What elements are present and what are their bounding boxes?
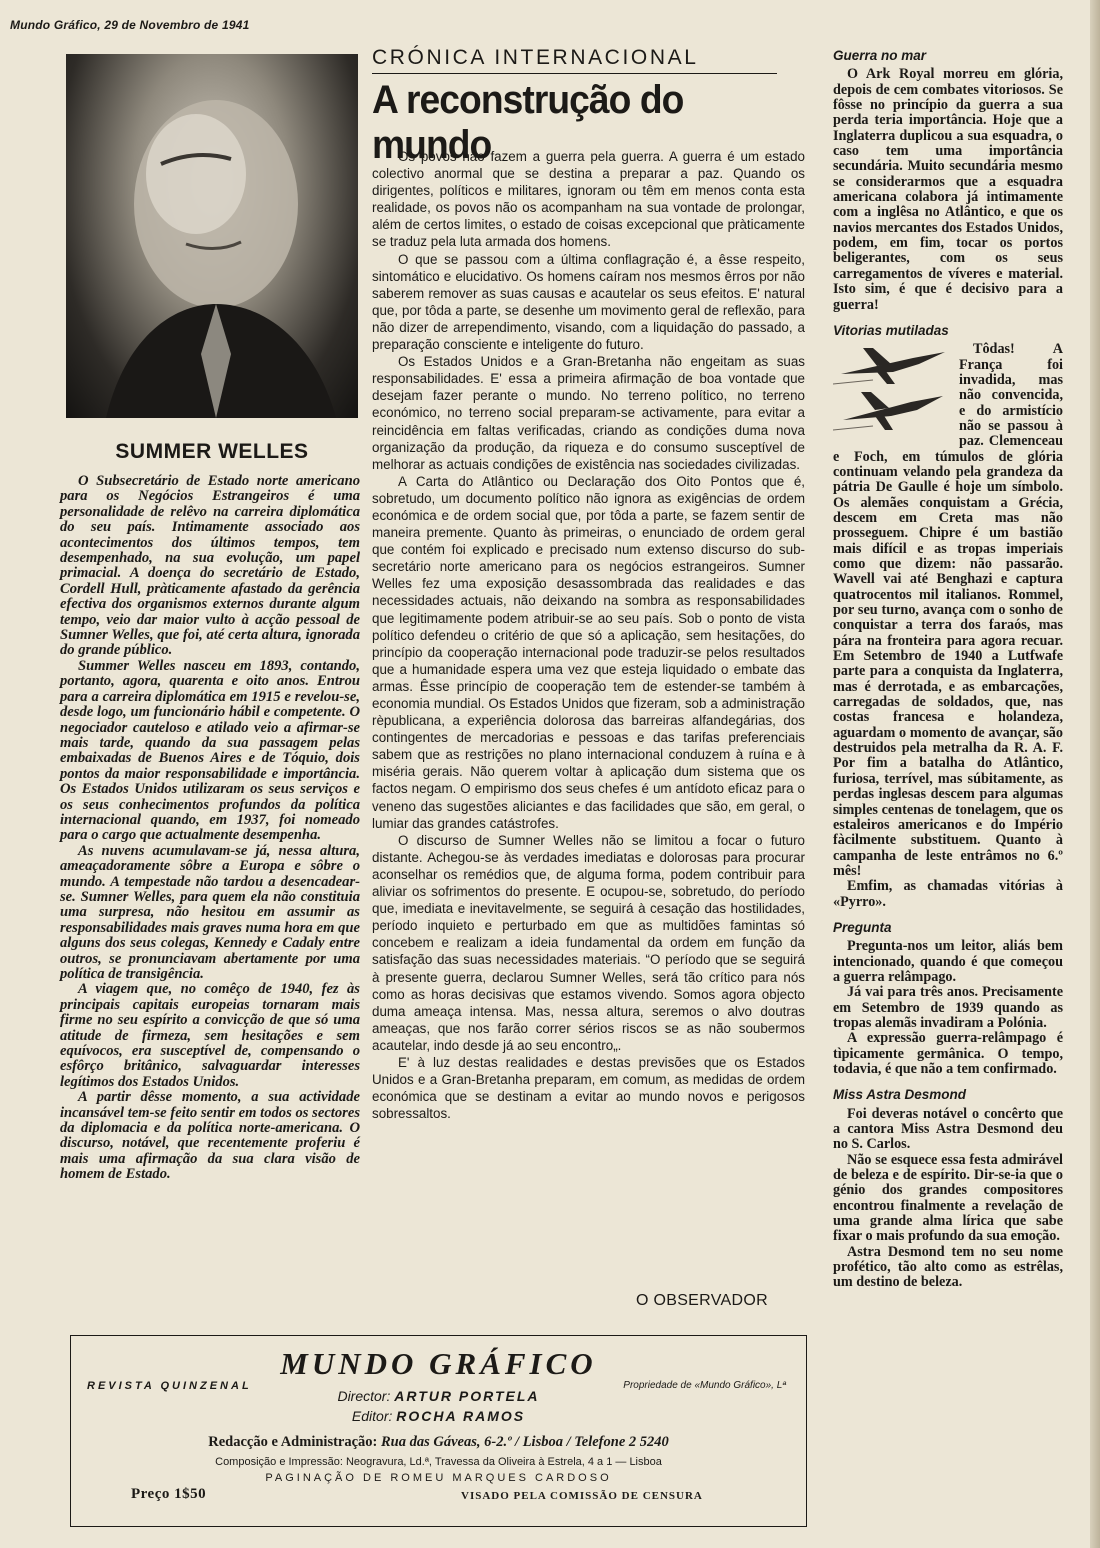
- article-paragraph: A Carta do Atlântico ou Declaração dos Oito Pontos que é, sobretudo, um documento político não ignora as exigências de ordem económica e de ordem social que, por tôda a parte, se fazem sentir de maneira premente. Quanto às primeiras, o enunciado de ordem geral que contém foi explicado e precisado num extenso discurso do sub-secretário norte americano para os negócios estrangeiros. Sumner Welles fez uma exposição desassombrada das realidades e das necessidades actuais, não deixando na sombra as responsabilidades que legitimamente podem atribuir-se ao seu país. Sob o ponto de vista político defendeu o critério de que só a aplicação, sem hesitações, do princípio da cooperação internacional pode traduzir-se pelos resultados que a humanidade espera uma vez que esteja liquidado o embate das armas. Êsse princípio de cooperação tem de estender-se também à economia mundial. Os Estados Unidos que fizeram, sob a administração rèpublicana, a experiência dolorosa das barreiras alfandegárias, dos contingentes de mercadorias e pessoas e das tarifas preferenciais sabem que as restrições no plano internacional conduzem à ruína e à miséria gerais. Não querem voltar à aplicação dum sistema que os factos negam. O empirismo dos seus chefes é um antídoto eficaz para o veneno das sugestões aliciantes e das facilidades que são, em geral, o lumiar das grandes catástrofes.: [372, 473, 805, 831]
- profile-paragraph: A viagem que, no comêço de 1940, fez às principais capitais europeias tornaram mais firme no seu espírito a convicção de que só uma atitude de firmeza, sem hesitações e sem equívocos, era susceptível de, compensando o esfôrço britânico, salvaguardar interesses legítimos dos Estados Unidos.: [60, 981, 360, 1090]
- masthead-pagination: PAGINAÇÃO DE ROMEU MARQUES CARDOSO: [265, 1472, 612, 1484]
- running-head: Mundo Gráfico, 29 de Novembro de 1941: [10, 18, 250, 32]
- masthead-box: [70, 1335, 807, 1527]
- article-paragraph: O que se passou com a última conflagração é, a êsse respeito, sintomático e elucidativo. Os homens caíram nos mesmos êrros por não saberem remover as suas causas e acautelar os seus efeitos. E' natural que, por tôda a parte, se desenhe um movimento geral de reflexão, para não dizer de arrependimento, visando, com a liquidação do passado, a preparação consciente e inteligente do futuro.: [372, 251, 805, 353]
- article-paragraph: Os Estados Unidos e a Gran-Bretanha não engeitam as suas responsabilidades. E' essa a primeira afirmação de boa vontade que desejam fazer perante o mundo. No terreno político, no terreno económico, no terreno social preparam-se activamente, para evitar a reincidência em faltas verificadas, criando as condições duma nova organização da produção, da riqueza e do consumo susceptível de melhorar as actuais condições de existência nas sociedades civilizadas.: [372, 354, 805, 472]
- masthead-editor: [71, 1408, 806, 1424]
- portrait-figure: [66, 54, 358, 418]
- section-kicker: CRÓNICA INTERNACIONAL: [372, 46, 777, 74]
- editor-label: Editor:: [351, 1408, 393, 1424]
- note-section: [833, 1087, 1063, 1290]
- profile-paragraph: As nuvens acumulavam-se já, nessa altura, ameaçadoramente sôbre a Europa e sôbre o mundo. A tempestade não tardou a desencadear-se. Sumner Welles, para quem ela não constituia uma surpresa, não hesitou em assumir as responsabilidades mais graves numa hora em que alguns dos seus colegas, Kennedy e Cadaly entre outros, se pronunciavam abertamente por uma política de transigência.: [60, 842, 360, 982]
- note-section: [833, 48, 1063, 313]
- profile-title: SUMMER WELLES: [115, 440, 309, 463]
- note-paragraph: Tôdas! A França foi invadida, mas não convencida, e do armistício não se passou à paz. Clemenceau e Foch, em túmulos de glória continuam velando pela grandeza da pátria De Gaulle é hoje um símbolo. Os alemães conquistam a Grécia, descem em Creta mas não prosseguem. Chipre é um bastião mais difícil e as tropas imperiais como que dizem: não passarão. Wavell vai até Benghazi e captura quatrocentos mil italianos. Rommel, por seu turno, avança com o sonho de conquistar a terra dos faraós, mas pára na fronteira para agora recuar. Em Setembro de 1940 a Lutfwafe parte para a conquista da Inglaterra, mas é derrotada, e as embarcações, carregadas de soldados, que, nas costas francesa e holandeza, aguardam o momento de avançar, são destruidos pela metralha da R. A. F. Por fim a batalha do Atlântico, furiosa, terrível, mas súbitamente, as perdas inglesas descem para algumas simples centenas de tonelagem, que os estaleiros americanos e do Império fàcilmente substituem. Quanto à campanha de leste entrâmos no 6.º mês!: [833, 341, 1063, 879]
- airplanes-illustration: [833, 344, 953, 436]
- address-label: Redacção e Administração:: [208, 1434, 378, 1450]
- note-paragraph: O Ark Royal morreu em glória, depois de cem combates vitoriosos. Se fôsse no princípio da guerra a sua perda teria importância. Hoje que a Inglaterra duplicou a sua esquadra, o caso tem uma importância secundária. Muito secundária mesmo se considerarmos que a esquadra americana colabora já intimamente com a inglêsa no Atlântico, e que os navios mercantes dos Estados Unidos, podem, em fim, tocar os portos beligerantes, com os seus carregamentos de víveres e material. Isto sim, é que é decisivo para a guerra!: [833, 66, 1063, 313]
- address-value: Rua das Gáveas, 6-2.º / Lisboa / Telefone 2 5240: [381, 1434, 669, 1450]
- note-heading: Pregunta: [833, 919, 892, 935]
- note-paragraph: Não se esquece essa festa admirável de beleza e de espírito. Dir-se-ia que o génio dos grandes compositores encontrou finalmente a revelação de uma grande alma lírica que sabe fixar o mais profundo da sua emoção.: [833, 1151, 1063, 1245]
- article-signature: O OBSERVADOR: [636, 1292, 768, 1309]
- note-paragraph: A expressão guerra-relâmpago é tìpicamente germânica. O tempo, todavia, é que não a tem confirmado.: [833, 1030, 1063, 1077]
- editor-name: ROCHA RAMOS: [396, 1408, 526, 1424]
- profile-body: [60, 474, 360, 1183]
- masthead-subtitle: REVISTA QUINZENAL: [87, 1380, 252, 1392]
- article-body: [372, 148, 805, 1122]
- article-paragraph: E' à luz destas realidades e destas previsões que os Estados Unidos e a Gran-Bretanha preparam, em comum, as medidas de ordem económica que se destinam a evitar ao mundo novos e perigosos sobressaltos.: [372, 1054, 805, 1122]
- masthead-owner: Propriedade de «Mundo Gráfico», Lª: [623, 1380, 786, 1391]
- note-section: [833, 920, 1063, 1077]
- profile-paragraph: Summer Welles nasceu em 1893, contando, portanto, agora, quarenta e oito anos. Entrou para a carreira diplomática em 1915 e revelou-se, desde logo, um funcionário hábil e competente. O negociador cauteloso e atilado veio a afirmar-se mais tarde, quando da sua passagem pelas embaixadas de Buenos Aires e de Tóquio, dois pontos da maior responsabilidade e importância. Os Estados Unidos utilizaram os seus serviços e os seus conhecimentos profundos da política internacional quando, em 1937, foi nomeado para o cargo que actualmente desempenha.: [60, 657, 360, 844]
- note-section: [833, 323, 1063, 910]
- note-paragraph: Já vai para três anos. Precisamente em Setembro de 1939 quando as tropas alemãs invadiram a Polónia.: [833, 984, 1063, 1031]
- article-paragraph: Os povos não fazem a guerra pela guerra. A guerra é um estado colectivo anormal que se destina a preparar a paz. Quando os dirigentes, políticos e militares, ignoram ou têm em menos conta esta realidade, os povos não os acompanham na sua vontade de prolongar, além de certos limites, o estado de coisas excepcional que pràticamente se traduz pela luta armada dos homens.: [372, 149, 805, 250]
- page-spine-edge: [1090, 0, 1100, 1548]
- portrait-photo: [66, 54, 358, 418]
- director-label: Director:: [337, 1388, 391, 1404]
- note-paragraph: Pregunta-nos um leitor, aliás bem intencionado, quando é que começou a guerra relâmpago.: [833, 938, 1063, 985]
- masthead-composition: Composição e Impressão: Neogravura, Ld.ª, Travessa da Oliveira à Estrela, 4 a 1 — Lisboa: [215, 1456, 662, 1468]
- article-headline: A reconstrução do mundo: [372, 78, 684, 167]
- masthead-price: Preço 1$50: [131, 1486, 207, 1502]
- director-name: ARTUR PORTELA: [394, 1388, 540, 1404]
- profile-paragraph: O Subsecretário de Estado norte americano para os Negócios Estrangeiros é uma personalidade de relêvo na carreira diplomática do seu país. Intimamente associado aos acontecimentos dos últimos tempos, tem desempenhado, na sua evolução, um papel primacial. A doença do secretário de Estado, Cordell Hull, pràticamente afastado da gerência efectiva dos organismos externos durante algum tempo, veio dar maior vulto à acção pessoal de Sumner Welles, que foi, até certa altura, ignorada do grande público.: [60, 473, 360, 659]
- masthead-censor: VISADO PELA COMISSÃO DE CENSURA: [461, 1490, 703, 1502]
- masthead-address: [71, 1434, 806, 1451]
- note-heading: Guerra no mar: [833, 48, 927, 63]
- note-paragraph: Astra Desmond tem no seu nome profético, tão alto como as estrêlas, um destino de beleza.: [833, 1243, 1063, 1291]
- note-paragraph: Foi deveras notável o concêrto que a cantora Miss Astra Desmond deu no S. Carlos.: [833, 1105, 1063, 1153]
- note-heading: Miss Astra Desmond: [833, 1087, 967, 1103]
- note-paragraph: Emfim, as chamadas vitórias à «Pyrro».: [833, 878, 1063, 910]
- masthead-director: [71, 1388, 806, 1404]
- note-heading: Vitorias mutiladas: [833, 322, 949, 338]
- article-paragraph: O discurso de Sumner Welles não se limitou a focar o futuro distante. Achegou-se às verdades imediatas e dolorosas para procurar aconselhar os remédios que, de alguma forma, podem contribuir para aliviar os sofrimentos do presente. E ocupou-se, sobretudo, do período que, imediata e inevitavelmente, se seguirá à cesação das hostilidades, período inquieto e perturbado em que as multidões famintas só concebem e realizam a ideia fundamental da ordem em função da satisfação das suas necessidades materiais. “O período que se seguirá à presente guerra, declarou Sumner Welles, será tão crítico para nós como as horas decisivas que estamos vivendo. Somos agora objecto duma ameaça intensa. Mas, nessa altura, seremos o alvo doutras ameaças, que nos farão correr sérios riscos se as não soubermos acautelar, indo desde já ao seu encontro„.: [372, 832, 805, 1053]
- masthead-title: MUNDO GRÁFICO: [280, 1346, 597, 1381]
- notes-column: [833, 48, 1063, 1301]
- profile-paragraph: A partir dêsse momento, a sua actividade incansável tem-se feito sentir em todos os sectores da diplomacia e da política norte-americana. O discurso, notável, que recentemente proferiu é mais uma afirmação da sua clara visão de homem de Estado.: [60, 1089, 360, 1183]
